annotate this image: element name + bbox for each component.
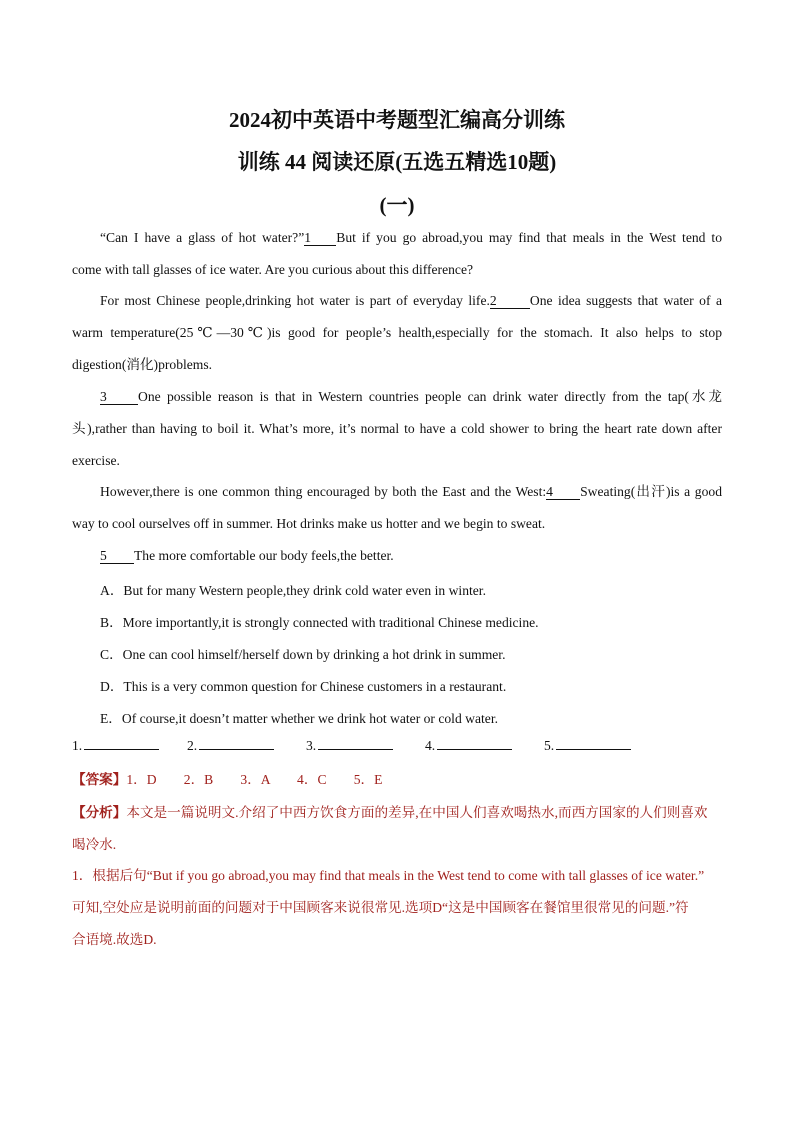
passage-line: exercise. [72, 452, 120, 468]
passage-line: For most Chinese people,drinking hot water is part of everyday life.2 One idea suggests that water of a [100, 293, 722, 308]
blank-4: 4 [546, 484, 580, 500]
analysis-block [72, 797, 722, 861]
option-e: E．Of course,it doesn’t matter whether we drink hot water or cold water. [100, 711, 498, 726]
answer-blank-4[interactable]: 4. [425, 737, 512, 754]
blank-1: 1 [304, 230, 336, 246]
passage-line: digestion(消化)problems. [72, 356, 213, 372]
blank-5: 5 [100, 548, 134, 564]
answer-key-label: 【答案】 [72, 772, 127, 787]
passage-paragraph-5 [72, 540, 722, 572]
option-d: D．This is a very common question for Chinese customers in a restaurant. [100, 679, 507, 694]
passage-paragraph-3 [72, 381, 722, 476]
analysis-label: 【分析】 [72, 805, 127, 820]
answer-blank-5[interactable]: 5. [544, 737, 631, 754]
answer-blank-2[interactable]: 2. [187, 737, 274, 754]
blank-3: 3 [100, 389, 138, 405]
passage-line: way to cool ourselves off in summer. Hot drinks make us hotter and we begin to sweat. [72, 515, 546, 531]
analysis-q1-line: 合语境.故选D. [72, 931, 157, 947]
passage-line: 5 The more comfortable our body feels,the better. [100, 548, 394, 563]
answer-blank-1[interactable]: 1. [72, 737, 159, 754]
analysis-q1-line: 可知,空处应是说明前面的问题对于中国顾客来说很常见.选项D“这是中国顾客在餐馆里很常见的问题.”符 [72, 899, 689, 915]
option-c: C．One can cool himself/herself down by drinking a hot drink in summer. [100, 647, 506, 662]
passage-paragraph-4 [72, 476, 722, 540]
answer-key [72, 768, 382, 788]
analysis-q1 [72, 860, 722, 955]
analysis-text: 本文是一篇说明文.介绍了中西方饮食方面的差异,在中国人们喜欢喝热水,而西方国家的人们则喜欢 [126, 805, 708, 820]
passage-paragraph-2 [72, 285, 722, 380]
option-a: A．But for many Western people,they drink cold water even in winter. [100, 583, 486, 598]
passage-line: “Can I have a glass of hot water?”1 But if you go abroad,you may find that meals in the West tend to [100, 230, 723, 245]
passage-paragraph-1 [72, 222, 722, 286]
blank-2: 2 [490, 293, 530, 309]
passage-line: warm temperature(25℃—30℃)is good for people’s health,especially for the stomach. It also helps to stop [72, 324, 722, 340]
document-subtitle: 训练 44 阅读还原(五选五精选10题) [237, 150, 557, 174]
passage-line: 3 One possible reason is that in Western countries people can drink water directly from the tap(水龙 [100, 389, 722, 404]
document-title: 2024初中英语中考题型汇编高分训练 [229, 108, 565, 132]
section-number: (一) [379, 193, 415, 217]
analysis-q1-line: 1．根据后句“But if you go abroad,you may find that meals in the West tend to come with tall glasses of ice water.” [72, 868, 705, 883]
answer-blank-3[interactable]: 3. [306, 737, 393, 754]
passage-line: However,there is one common thing encouraged by both the East and the West:4 Sweating(出汗)is a good [100, 484, 722, 499]
passage-line: 头),rather than having to boil it. What’s more, it’s normal to have a cold shower to bring the heart rate down after [72, 420, 722, 436]
option-b: B．More importantly,it is strongly connected with traditional Chinese medicine. [100, 615, 539, 630]
answer-key-values: 1．D 2．B 3．A 4．C 5．E [126, 772, 383, 787]
passage-line: come with tall glasses of ice water. Are you curious about this difference? [72, 261, 474, 277]
analysis-text-cont: 喝冷水. [72, 836, 117, 852]
